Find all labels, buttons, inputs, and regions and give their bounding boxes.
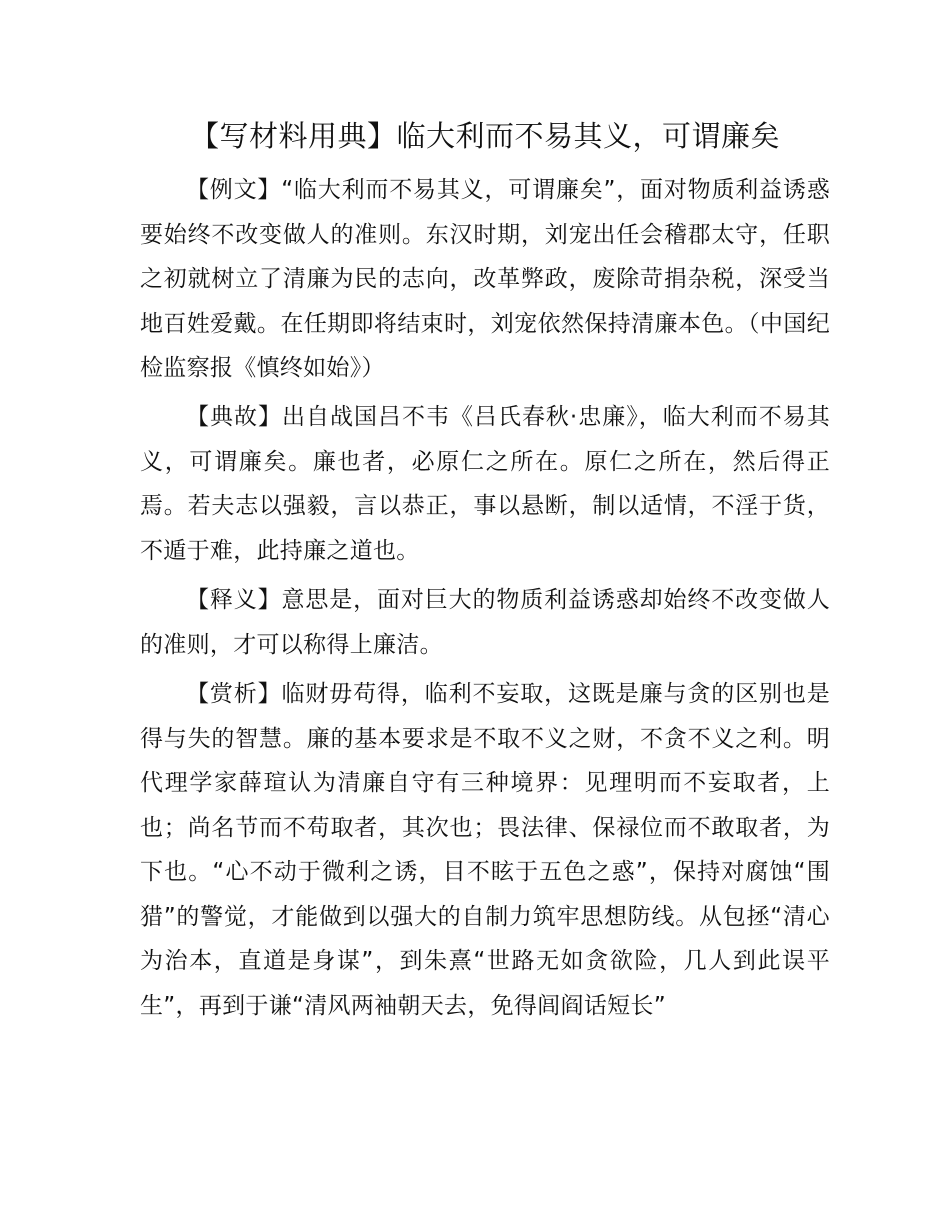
section-text-example: “临大利而不易其义，可谓廉矣”，面对物质利益诱惑要始终不改变做人的准则。东汉时期，刘宠出任会稽郡太守，任职之初就树立了清廉为民的志向，改革弊政，废除苛捐杂税，深受当地百姓爱戴。在任期即将结束时，刘宠依然保持清廉本色。（中国纪检监察报《慎终如始》） (140, 177, 831, 381)
section-text-allusion: 出自战国吕不韦《吕氏春秋·忠廉》，临大利而不易其义，可谓廉矣。廉也者，必原仁之所在。原仁之所在，然后得正焉。若夫志以强毅，言以恭正，事以悬断，制以适情，不淫于货，不遁于难，此持廉之道也。 (140, 404, 830, 564)
section-text-appreciation: 临财毋苟得，临利不妄取，这既是廉与贪的区别也是得与失的智慧。廉的基本要求是不取不义之财，不贪不义之利。明代理学家薛瑄认为清廉自守有三种境界：见理明而不妄取者，上也；尚名节而不苟取者，其次也；畏法律、保禄位而不敢取者，为下也。“心不动于微利之诱，目不眩于五色之惑”，保持对腐蚀“围猎”的警觉，才能做到以强大的自制力筑牢思想防线。从包拯“清心为治本，直道是身谋”，到朱熹“世路无如贪欲险，几人到此误平生”，再到于谦“清风两袖朝天去，免得闾阎话短长” (140, 681, 830, 1019)
section-text-meaning: 意思是，面对巨大的物质利益诱惑却始终不改变做人的准则，才可以称得上廉洁。 (140, 587, 830, 658)
section-label-allusion: 【典故】 (186, 404, 282, 430)
section-meaning (140, 578, 830, 667)
section-appreciation (140, 672, 830, 1028)
section-label-example: 【例文】 (186, 177, 282, 203)
section-example (140, 168, 830, 391)
document-title: 【写材料用典】临大利而不易其义，可谓廉矣 (189, 119, 780, 153)
section-label-appreciation: 【赏析】 (186, 681, 282, 707)
section-label-meaning: 【释义】 (186, 587, 282, 613)
section-allusion (140, 395, 830, 573)
